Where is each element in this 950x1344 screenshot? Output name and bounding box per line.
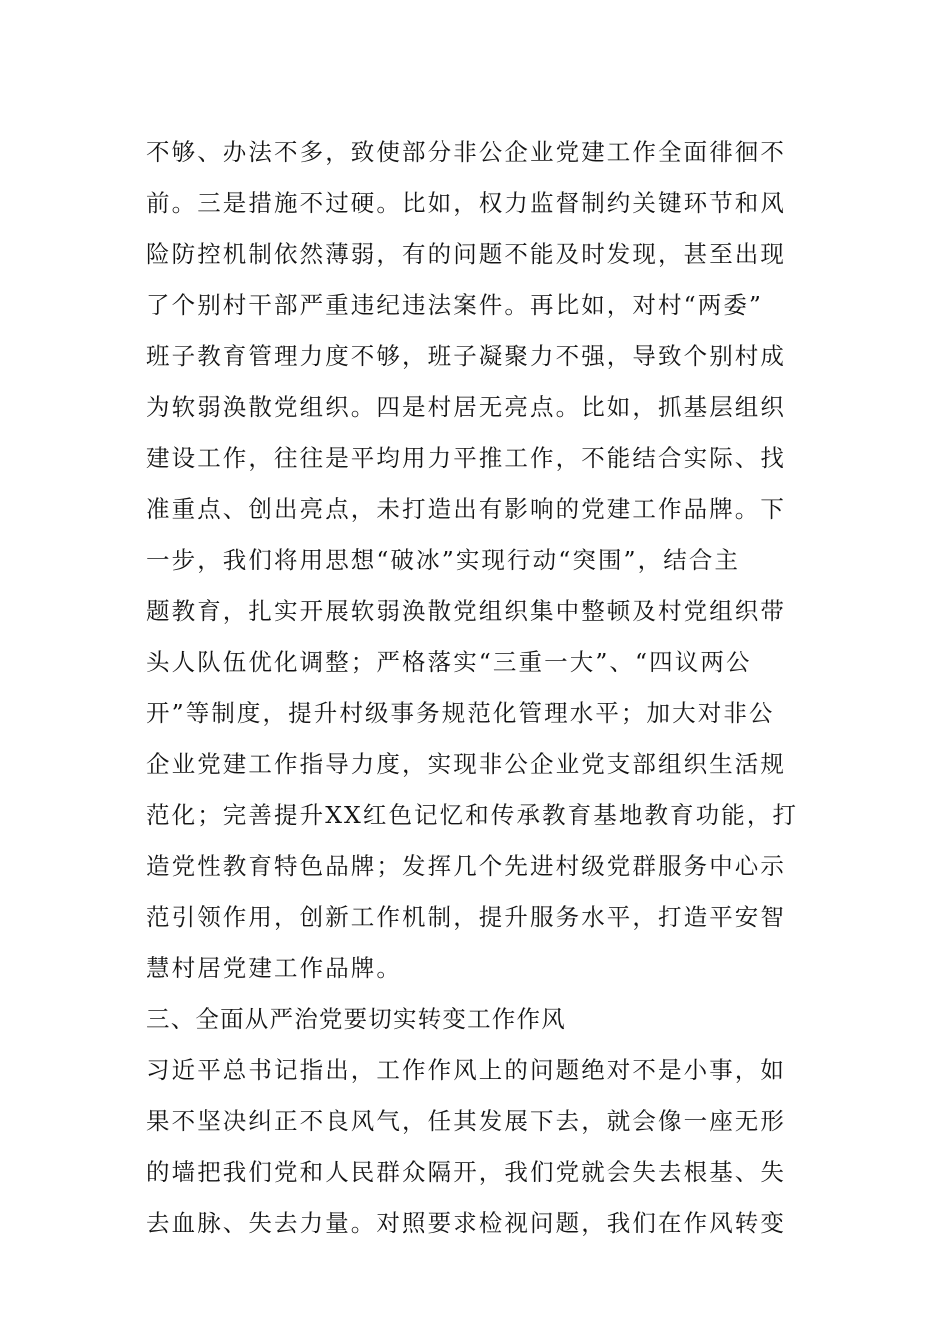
document-body [146,127,810,1249]
text-line: 去血脉、失去力量。对照要求检视问题，我们在作风转变 [146,1209,786,1237]
text-line: 不够、办法不多，致使部分非公企业党建工作全面徘徊不 [146,138,786,166]
text-line: 一步，我们将用思想“破冰”实现行动“突围”，结合主 [146,546,741,574]
text-line: 企业党建工作指导力度，实现非公企业党支部组织生活规 [146,750,786,778]
text-line: 范化；完善提升XX红色记忆和传承教育基地教育功能，打 [146,801,799,829]
text-line: 前。三是措施不过硬。比如，权力监督制约关键环节和风 [146,189,786,217]
text-line: 的墙把我们党和人民群众隔开，我们党就会失去根基、失 [146,1158,786,1186]
text-line: 开”等制度，提升村级事务规范化管理水平；加大对非公 [146,699,775,727]
text-line: 班子教育管理力度不够，班子凝聚力不强，导致个别村成 [146,342,786,370]
section-heading: 三、全面从严治党要切实转变工作作风 [146,1005,566,1033]
text-line: 险防控机制依然薄弱，有的问题不能及时发现，甚至出现 [146,240,786,268]
text-line: 了个别村干部严重违纪违法案件。再比如，对村“两委” [146,291,764,319]
text-line: 造党性教育特色品牌；发挥几个先进村级党群服务中心示 [146,852,786,880]
text-line: 题教育，扎实开展软弱涣散党组织集中整顿及村党组织带 [146,597,786,625]
text-line: 准重点、创出亮点，未打造出有影响的党建工作品牌。下 [146,495,786,523]
text-line: 为软弱涣散党组织。四是村居无亮点。比如，抓基层组织 [146,393,786,421]
text-line: 范引领作用，创新工作机制，提升服务水平，打造平安智 [146,903,786,931]
text-line: 建设工作，往往是平均用力平推工作，不能结合实际、找 [146,444,786,472]
text-line: 果不坚决纠正不良风气，任其发展下去，就会像一座无形 [146,1107,786,1135]
text-line: 习近平总书记指出，工作作风上的问题绝对不是小事，如 [146,1056,786,1084]
text-line: 头人队伍优化调整；严格落实“三重一大”、“四议两公 [146,648,752,676]
text-line: 慧村居党建工作品牌。 [146,954,402,982]
